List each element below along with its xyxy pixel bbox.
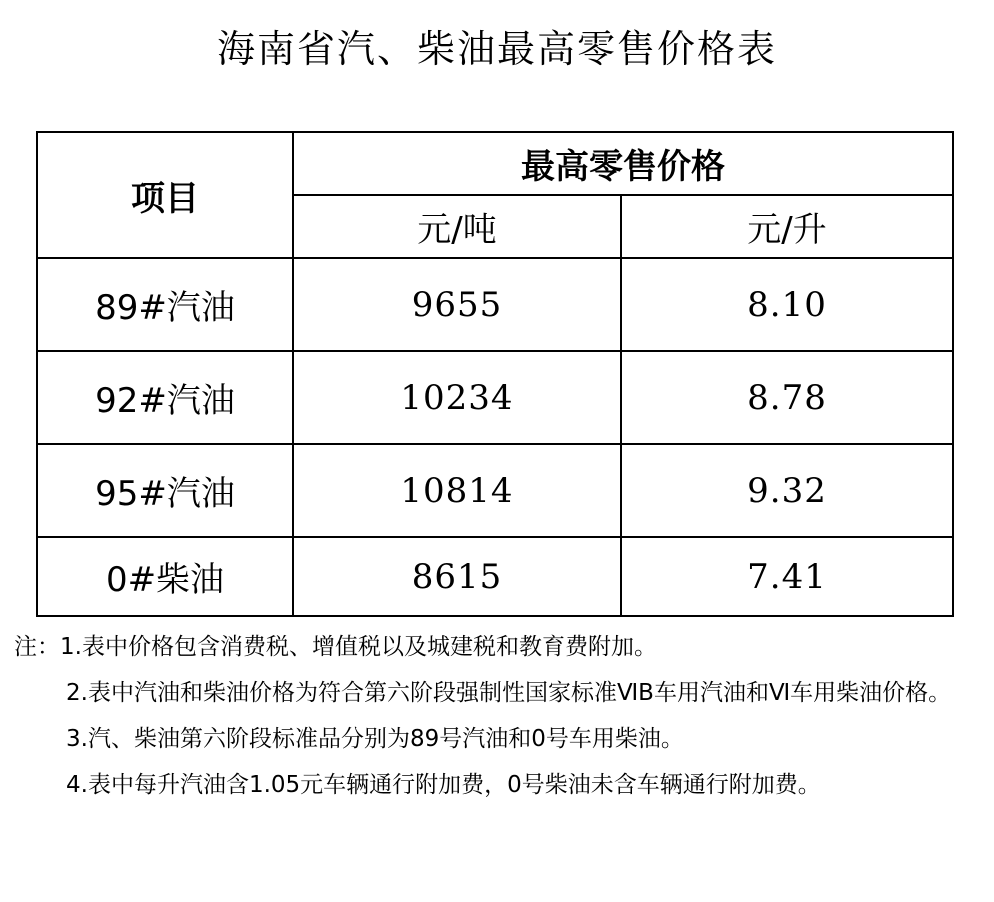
- row-price-liter: 7.41: [621, 537, 953, 616]
- price-table: [36, 131, 954, 617]
- note-4: 4.表中每升汽油含1.05元车辆通行附加费，0号柴油未含车辆通行附加费。: [66, 772, 821, 798]
- table-row: [37, 444, 953, 537]
- notes-section: [14, 624, 984, 808]
- item-header: 项目: [37, 132, 293, 258]
- unit-ton-header: 元/吨: [293, 195, 621, 258]
- unit-liter-header: 元/升: [621, 195, 953, 258]
- row-price-ton: 9655: [293, 258, 621, 351]
- row-item-label: 89#汽油: [37, 258, 293, 351]
- row-price-ton: 10814: [293, 444, 621, 537]
- table-header-row: [37, 132, 953, 195]
- row-price-liter: 9.32: [621, 444, 953, 537]
- row-item-label: 92#汽油: [37, 351, 293, 444]
- row-item-label: 0#柴油: [37, 537, 293, 616]
- note-3: 3.汽、柴油第六阶段标准品分别为89号汽油和0号车用柴油。: [66, 726, 684, 752]
- table-row: [37, 351, 953, 444]
- row-item-label: 95#汽油: [37, 444, 293, 537]
- price-header: 最高零售价格: [293, 132, 953, 195]
- table-row: [37, 258, 953, 351]
- row-price-liter: 8.10: [621, 258, 953, 351]
- row-price-ton: 8615: [293, 537, 621, 616]
- page-title: 海南省汽、柴油最高零售价格表: [216, 27, 777, 71]
- row-price-liter: 8.78: [621, 351, 953, 444]
- note-1: 注：1.表中价格包含消费税、增值税以及城建税和教育费附加。: [14, 634, 657, 660]
- note-2: 2.表中汽油和柴油价格为符合第六阶段强制性国家标准ⅥB车用汽油和Ⅵ车用柴油价格。: [66, 680, 952, 706]
- row-price-ton: 10234: [293, 351, 621, 444]
- table-row: [37, 537, 953, 616]
